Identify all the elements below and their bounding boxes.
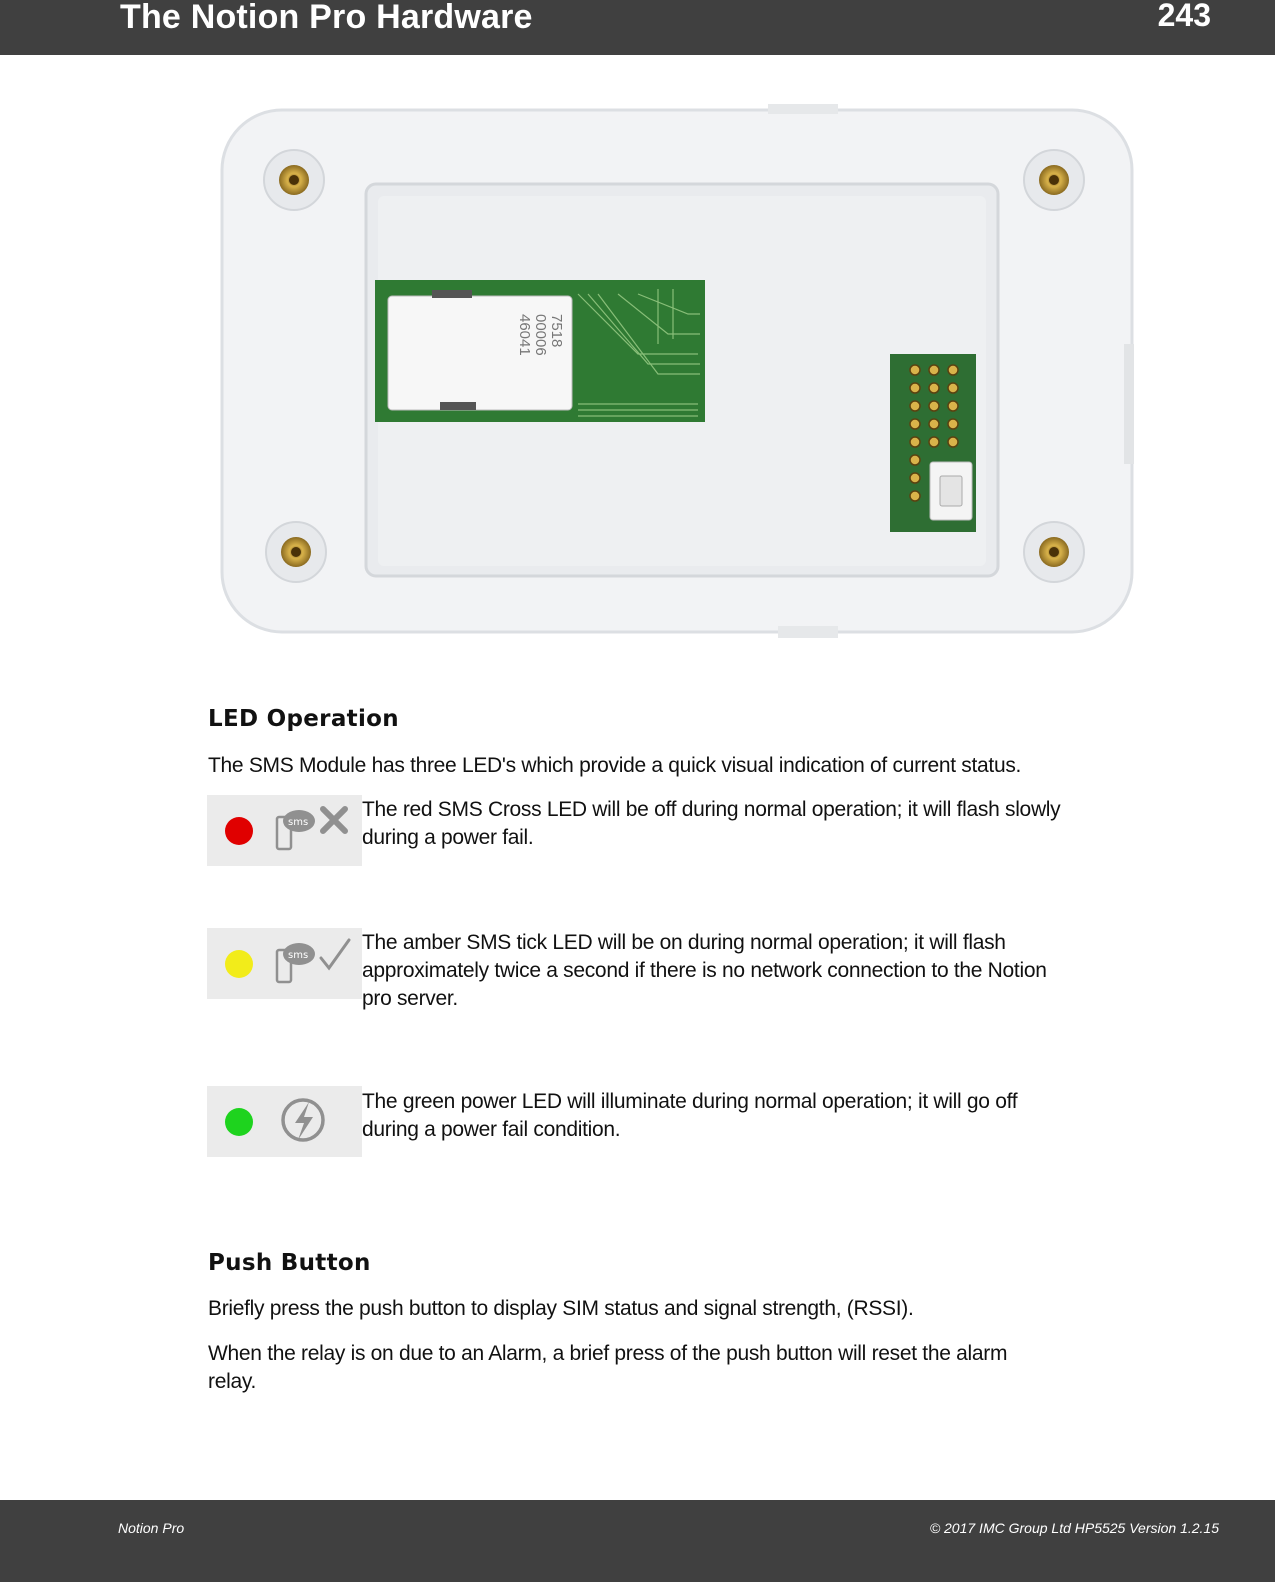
- red-led-dot: [225, 817, 253, 845]
- power-icon: [273, 1092, 357, 1150]
- green-led-line2: during a power fail condition.: [362, 1118, 621, 1141]
- sim-number-line: 00006: [532, 314, 549, 356]
- push-button-para2: [208, 1340, 1138, 1396]
- push-button-para2-line2: relay.: [208, 1370, 256, 1393]
- sim-number-line: 7518: [548, 314, 565, 348]
- red-led-description: [362, 796, 1152, 852]
- green-led-description: [362, 1088, 1152, 1144]
- amber-led-line1: The amber SMS tick LED will be on during normal operation; it will flash: [362, 931, 1006, 954]
- green-led-line1: The green power LED will illuminate during normal operation; it will go off: [362, 1090, 1018, 1113]
- amber-led-line3: pro server.: [362, 987, 458, 1010]
- sms-module-photo: [218, 104, 1138, 642]
- svg-text:sms: sms: [288, 950, 309, 961]
- push-button-para1: Briefly press the push button to display SIM status and signal strength, (RSSI).: [208, 1297, 914, 1320]
- amber-led-indicator: [207, 928, 362, 999]
- svg-text:sms: sms: [288, 817, 309, 828]
- sms-tick-icon: [273, 934, 357, 992]
- push-button-para2-line1: When the relay is on due to an Alarm, a brief press of the push button will reset the alarm: [208, 1342, 1008, 1365]
- red-led-line1: The red SMS Cross LED will be off during normal operation; it will flash slowly: [362, 798, 1061, 821]
- led-intro: The SMS Module has three LED's which provide a quick visual indication of current status.: [208, 754, 1022, 777]
- amber-led-line2: approximately twice a second if there is no network connection to the Notion: [362, 959, 1047, 982]
- page-footer: [0, 1500, 1275, 1582]
- red-led-line2: during a power fail.: [362, 826, 534, 849]
- push-button-heading: Push Button: [208, 1250, 371, 1276]
- footer-product: Notion Pro: [118, 1520, 185, 1536]
- page-number: 243: [1157, 0, 1211, 33]
- amber-led-dot: [225, 950, 253, 978]
- red-led-indicator: [207, 795, 362, 866]
- green-led-indicator: [207, 1086, 362, 1157]
- sms-cross-icon: [273, 801, 357, 859]
- green-led-dot: [225, 1108, 253, 1136]
- page-header: [0, 0, 1275, 55]
- led-operation-heading: LED Operation: [208, 706, 399, 732]
- footer-copyright: © 2017 IMC Group Ltd HP5525 Version 1.2.15: [929, 1520, 1219, 1536]
- sim-number-line: 46041: [516, 314, 533, 356]
- amber-led-description: [362, 929, 1152, 1013]
- chapter-title: The Notion Pro Hardware: [120, 0, 533, 36]
